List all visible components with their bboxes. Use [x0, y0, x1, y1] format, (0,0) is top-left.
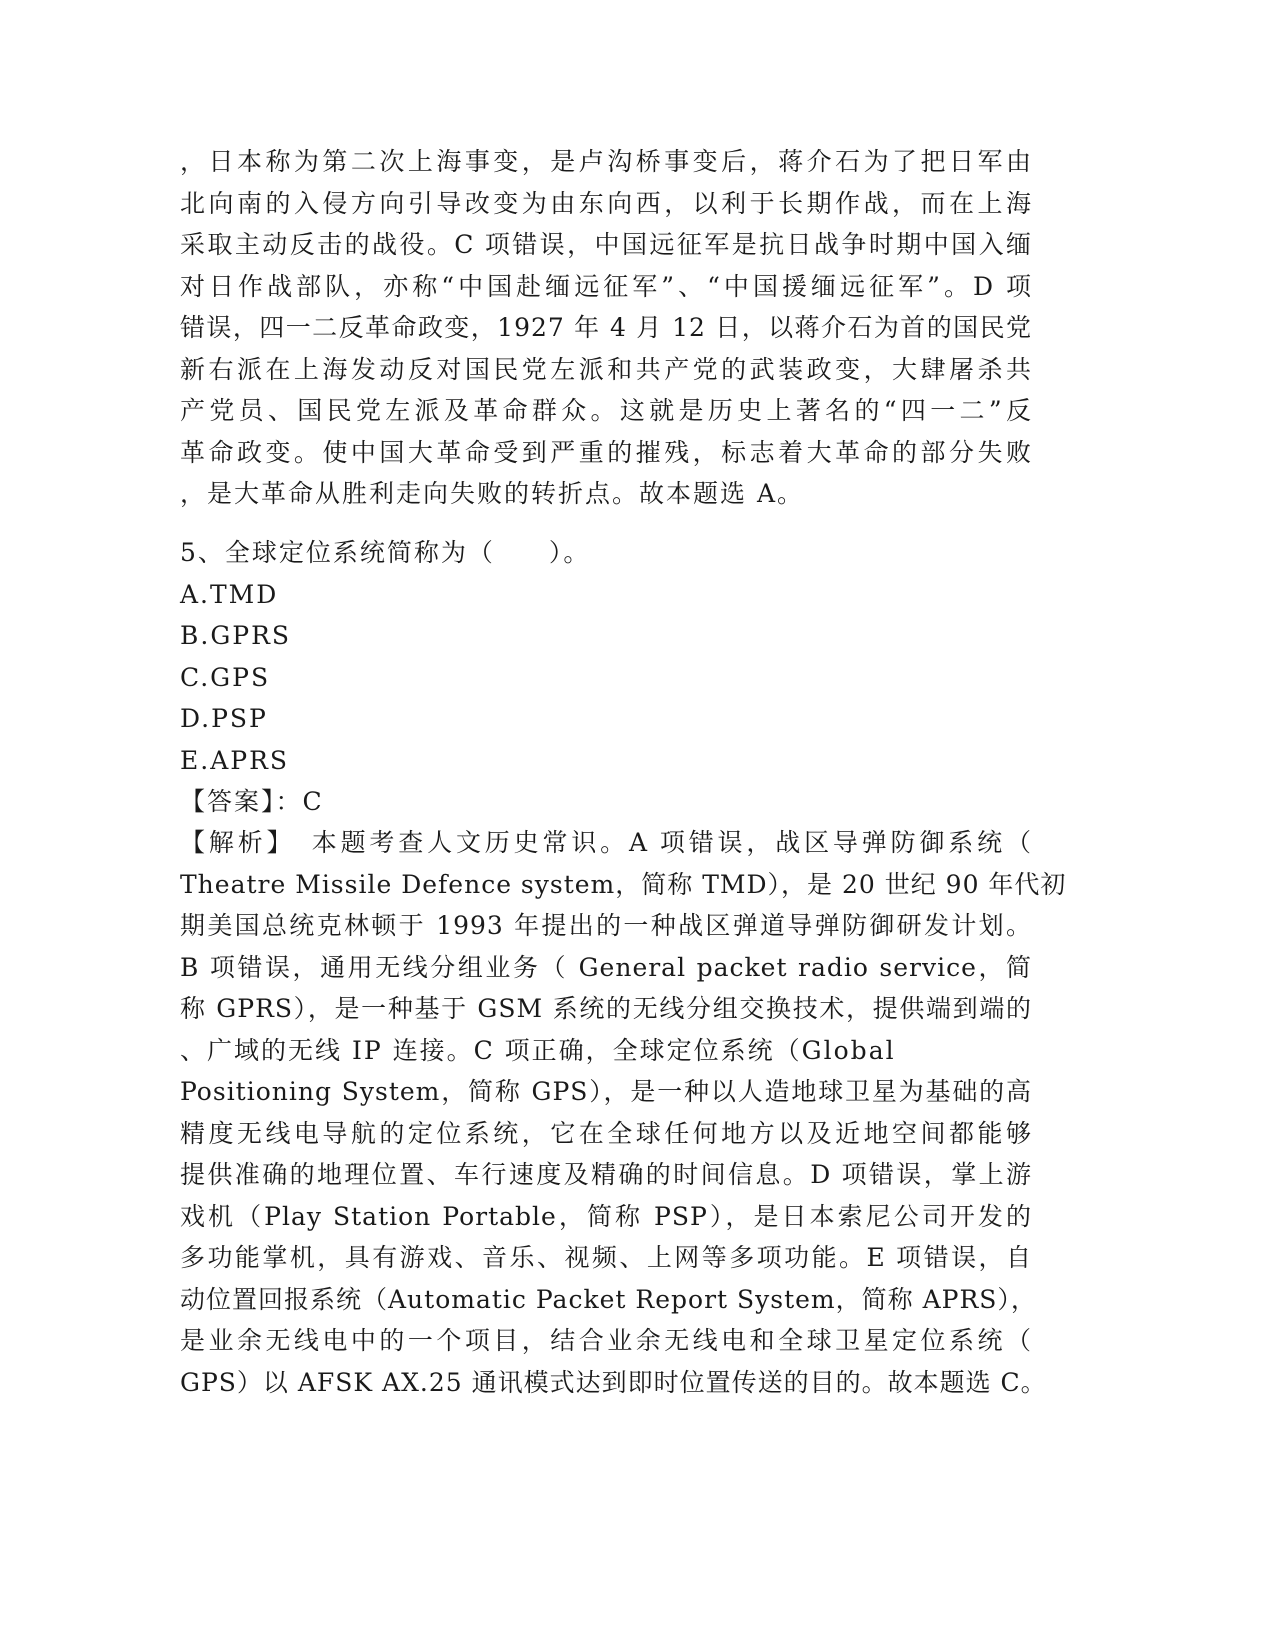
- option-a: A.TMD: [180, 580, 279, 609]
- explanation-line: B 项错误，通用无线分组业务（ General packet radio service，简: [180, 953, 1032, 982]
- option-b: B.GPRS: [180, 621, 292, 650]
- explanation-line: 精度无线电导航的定位系统，它在全球任何地方以及近地空间都能够: [180, 1119, 1032, 1148]
- paragraph-line: 北向南的入侵方向引导改变为由东向西，以利于长期作战，而在上海: [180, 189, 1032, 218]
- explanation-line: 、广域的无线 IP 连接。C 项正确，全球定位系统（Global: [180, 1036, 896, 1065]
- explanation-line: Positioning System，简称 GPS），是一种以人造地球卫星为基础的高: [180, 1077, 1032, 1106]
- paragraph-line: ，日本称为第二次上海事变，是卢沟桥事变后，蒋介石为了把日军由: [180, 147, 1032, 176]
- option-c: C.GPS: [180, 663, 271, 692]
- explanation-line: 提供准确的地理位置、车行速度及精确的时间信息。D 项错误，掌上游: [180, 1160, 1032, 1189]
- explanation-line: 是业余无线电中的一个项目，结合业余无线电和全球卫星定位系统（: [180, 1326, 1032, 1355]
- paragraph-line: 错误，四一二反革命政变，1927 年 4 月 12 日，以蒋介石为首的国民党: [180, 313, 1032, 342]
- option-d: D.PSP: [180, 704, 268, 733]
- paragraph-line: ，是大革命从胜利走向失败的转折点。故本题选 A。: [180, 479, 805, 508]
- paragraph-line: 对日作战部队，亦称“中国赴缅远征军”、“中国援缅远征军”。D 项: [180, 272, 1032, 301]
- paragraph-line: 革命政变。使中国大革命受到严重的摧残，标志着大革命的部分失败: [180, 438, 1032, 467]
- answer-line: 【答案】：C: [180, 787, 324, 816]
- explanation-line: 期美国总统克林顿于 1993 年提出的一种战区弹道导弹防御研发计划。: [180, 911, 1032, 940]
- explanation-line: 动位置回报系统（Automatic Packet Report System，简称 APRS），: [180, 1285, 1037, 1314]
- explanation-line: 多功能掌机，具有游戏、音乐、视频、上网等多项功能。E 项错误，自: [180, 1243, 1032, 1272]
- explanation-line: GPS）以 AFSK AX.25 通讯模式达到即时位置传送的目的。故本题选 C。: [180, 1368, 1047, 1397]
- explanation-line: 【解析】 本题考查人文历史常识。A 项错误，战区导弹防御系统（: [180, 828, 1032, 857]
- paragraph-line: 采取主动反击的战役。C 项错误，中国远征军是抗日战争时期中国入缅: [180, 230, 1032, 259]
- paragraph-line: 新右派在上海发动反对国民党左派和共产党的武装政变，大肆屠杀共: [180, 355, 1032, 384]
- explanation-line: 戏机（Play Station Portable，简称 PSP），是日本索尼公司开发的: [180, 1202, 1032, 1231]
- explanation-line: Theatre Missile Defence system，简称 TMD），是 20 世纪 90 年代初: [180, 870, 1067, 899]
- paragraph-line: 产党员、国民党左派及革命群众。这就是历史上著名的“四一二”反: [180, 396, 1032, 425]
- explanation-line: 称 GPRS），是一种基于 GSM 系统的无线分组交换技术，提供端到端的: [180, 994, 1032, 1023]
- question-stem: 5、全球定位系统简称为（ ）。: [180, 538, 591, 567]
- option-e: E.APRS: [180, 746, 290, 775]
